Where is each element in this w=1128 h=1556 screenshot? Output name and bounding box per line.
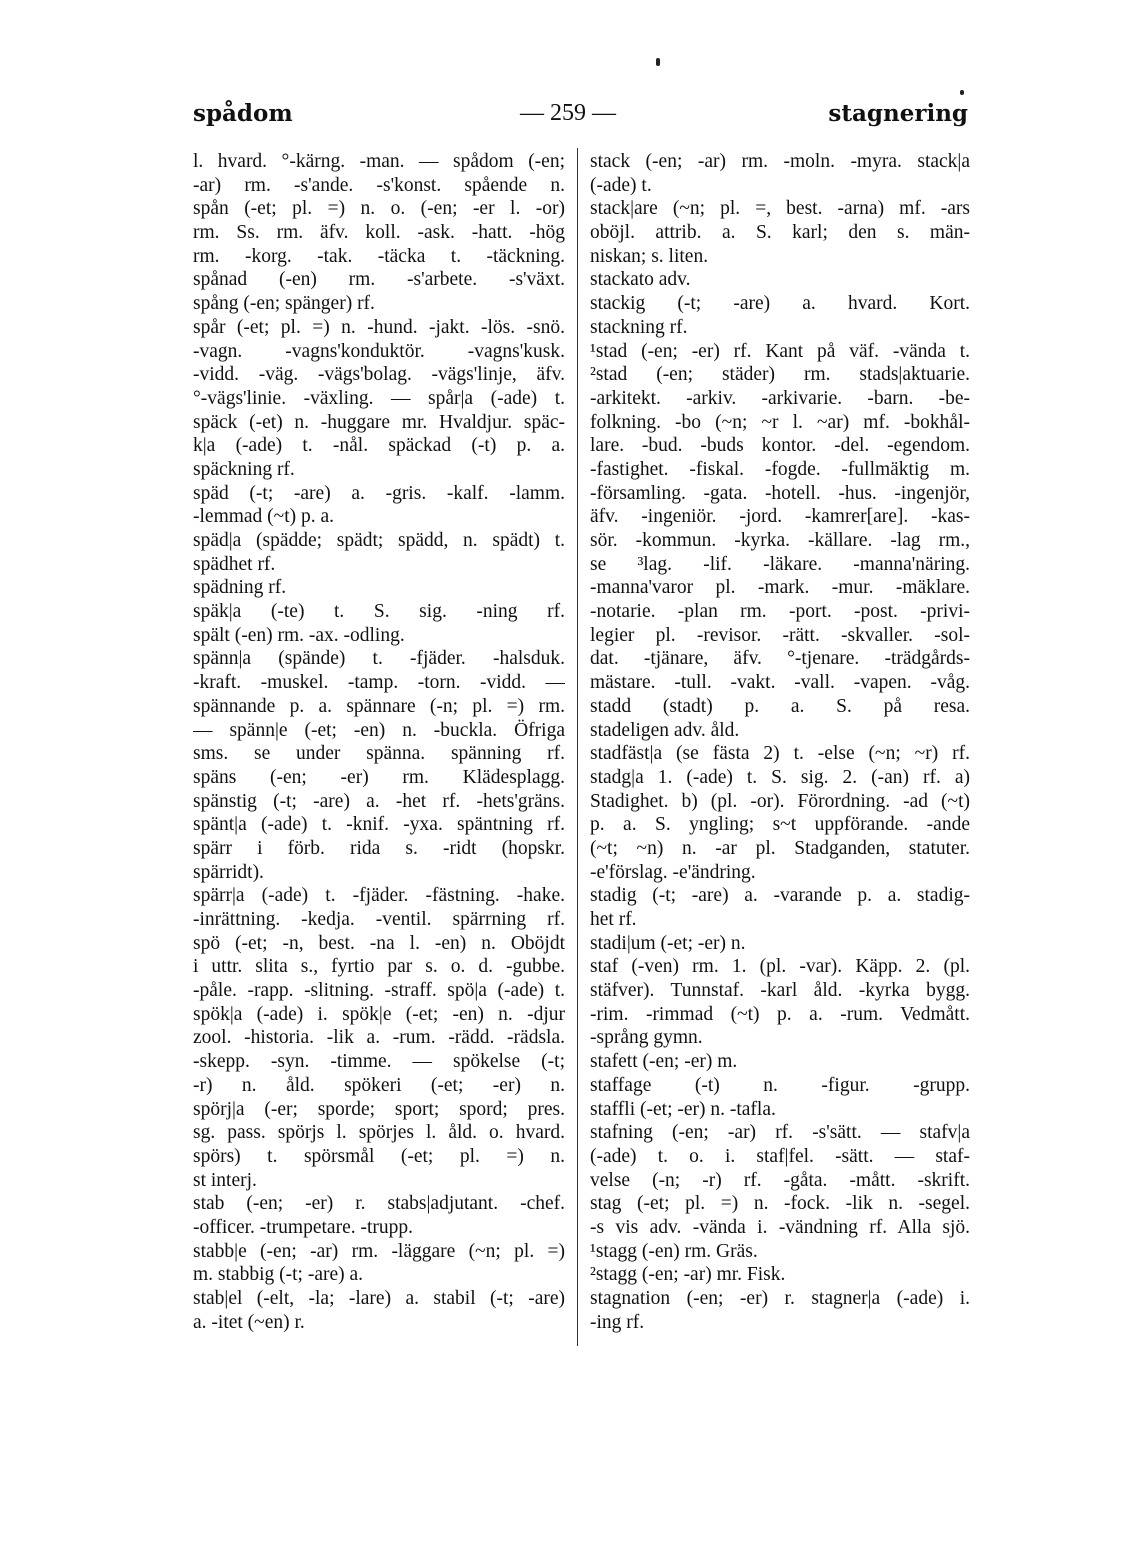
dictionary-line: ¹stagg (-en) rm. Gräs. (590, 1240, 758, 1262)
dictionary-line: k|a (-ade) t. -nål. späckad (-t) p. a. (193, 435, 565, 457)
dictionary-line: folkning. -bo (~n; ~r l. ~ar) mf. -bokhål- (590, 411, 970, 433)
dictionary-line: (-ade) t. (590, 174, 652, 196)
dictionary-line: -notarie. -plan rm. -port. -post. -privi- (590, 601, 970, 623)
dictionary-line: stackato adv. (590, 269, 691, 291)
dictionary-line: späckning rf. (193, 458, 295, 480)
print-speck (960, 90, 964, 95)
dictionary-line: stadig (-t; -are) a. -varande p. a. stadig- (590, 885, 970, 907)
dictionary-line: rm. -korg. -tak. -täcka t. -täckning. (193, 245, 565, 267)
dictionary-line: stag (-et; pl. =) n. -fock. -lik n. -segel. (590, 1193, 970, 1215)
dictionary-line: ²stad (-en; städer) rm. stads|aktuarie. (590, 364, 970, 386)
dictionary-line: spår (-et; pl. =) n. -hund. -jakt. -lös. -snö. (193, 316, 565, 338)
dictionary-line: sg. pass. spörjs l. spörjes l. åld. o. hvard. (193, 1122, 565, 1144)
dictionary-line: Stadighet. b) (pl. -or). Förordning. -ad (~t) (590, 790, 970, 812)
dictionary-line: spång (-en; spänger) rf. (193, 293, 375, 315)
dictionary-line: -påle. -rapp. -slitning. -straff. spö|a (-ade) t. (193, 980, 565, 1002)
dictionary-line: legier pl. -revisor. -rätt. -skvaller. -sol- (590, 624, 970, 646)
dictionary-line: stack (-en; -ar) rm. -moln. -myra. stack|a (590, 151, 970, 172)
dictionary-line: stafning (-en; -ar) rf. -s'sätt. — stafv|a (590, 1122, 970, 1144)
dictionary-line: stadd (stadt) p. a. S. på resa. (590, 695, 970, 717)
dictionary-line: niskan; s. liten. (590, 245, 709, 267)
dictionary-line: -kraft. -muskel. -tamp. -torn. -vidd. — (193, 672, 565, 694)
dictionary-line: het rf. (590, 909, 637, 930)
dictionary-line: spänt|a (-ade) t. -knif. -yxa. späntning rf. (193, 814, 565, 836)
dictionary-line: -lemmad (~t) p. a. (193, 506, 335, 528)
dictionary-line: p. a. S. yngling; s~t uppförande. -ande (590, 814, 970, 836)
dictionary-line: ²stagg (-en; -ar) mr. Fisk. (590, 1264, 786, 1286)
print-speck (656, 58, 660, 66)
dictionary-line: spök|a (-ade) i. spök|e (-et; -en) n. -djur (193, 1003, 565, 1025)
header-right-guideword: stagnering (828, 100, 968, 127)
dictionary-line: stack|are (~n; pl. =, best. -arna) mf. -ars (590, 198, 970, 220)
dictionary-line: dat. -tjänare, äfv. °-tjenare. -trädgårds- (590, 648, 970, 670)
dictionary-line: äfv. -ingeniör. -jord. -kamrer[are]. -kas- (590, 506, 970, 528)
dictionary-line: -r) n. åld. spökeri (-et; -er) n. (193, 1074, 565, 1096)
dictionary-line: spärr i förb. rida s. -ridt (hopskr. (193, 837, 565, 859)
dictionary-line: spädhet rf. (193, 553, 276, 575)
dictionary-line: rm. Ss. rm. äfv. koll. -ask. -hatt. -hög (193, 222, 565, 244)
dictionary-line: stackig (-t; -are) a. hvard. Kort. (590, 293, 970, 315)
dictionary-line: -vidd. -väg. -vägs'bolag. -vägs'linje, äfv. (193, 364, 565, 386)
dictionary-line: spänn|a (spände) t. -fjäder. -halsduk. (193, 648, 565, 670)
header-left-guideword: spådom (193, 100, 293, 127)
dictionary-line: stab (-en; -er) r. stabs|adjutant. -chef. (193, 1193, 565, 1215)
dictionary-line: -församling. -gata. -hotell. -hus. -ingenjör, (590, 482, 970, 504)
dictionary-line: m. stabbig (-t; -are) a. (193, 1264, 364, 1286)
dictionary-line: stadfäst|a (se fästa 2) t. -else (~n; ~r) rf. (590, 743, 970, 765)
dictionary-line: spännande p. a. spännare (-n; pl. =) rm. (193, 695, 565, 717)
dictionary-line: späck (-et) n. -huggare mr. Hvaldjur. späc- (193, 411, 565, 433)
dictionary-line: spärr|a (-ade) t. -fjäder. -fästning. -hake. (193, 885, 565, 907)
dictionary-line: lare. -bud. -buds kontor. -del. -egendom. (590, 435, 970, 457)
dictionary-line: stab|el (-elt, -la; -lare) a. stabil (-t; -are) (193, 1288, 565, 1309)
dictionary-line: st interj. (193, 1169, 257, 1191)
dictionary-line: -e'förslag. -e'ändring. (590, 861, 756, 883)
dictionary-line: -manna'varor pl. -mark. -mur. -mäklare. (590, 577, 970, 599)
right-column (590, 150, 970, 1334)
dictionary-line: -s vis adv. -vända i. -vändning rf. Alla sjö. (590, 1216, 970, 1238)
dictionary-line: oböjl. attrib. a. S. karl; den s. män- (590, 222, 970, 244)
dictionary-line: i uttr. slita s., fyrtio par s. o. d. -gubbe. (193, 956, 565, 978)
column-divider (577, 148, 578, 1346)
dictionary-line: -fastighet. -fiskal. -fogde. -fullmäktig m. (590, 458, 970, 480)
dictionary-line: mästare. -tull. -vakt. -vall. -vapen. -våg. (590, 672, 970, 694)
dictionary-line: — spänn|e (-et; -en) n. -buckla. Öfriga (193, 719, 565, 741)
dictionary-line: -ing rf. (590, 1311, 645, 1333)
dictionary-line: stadi|um (-et; -er) n. (590, 932, 746, 954)
dictionary-line: späns (-en; -er) rm. Klädesplagg. (193, 766, 565, 788)
page-number: — 259 — (520, 100, 616, 126)
dictionary-line: -officer. -trumpetare. -trupp. (193, 1216, 414, 1238)
dictionary-line: stagnation (-en; -er) r. stagner|a (-ade) i. (590, 1288, 970, 1309)
dictionary-line: (~t; ~n) n. -ar pl. Stadganden, statuter. (590, 837, 970, 859)
dictionary-line: °-vägs'linie. -växling. — spår|a (-ade) t. (193, 387, 565, 409)
dictionary-line: se ³lag. -lif. -läkare. -manna'näring. (590, 553, 970, 575)
dictionary-line: staffli (-et; -er) n. -tafla. (590, 1098, 776, 1120)
dictionary-line: stackning rf. (590, 316, 688, 338)
dictionary-line: späd (-t; -are) a. -gris. -kalf. -lamm. (193, 482, 565, 504)
dictionary-line: stabb|e (-en; -ar) rm. -läggare (~n; pl. =) (193, 1240, 565, 1262)
dictionary-line: spån (-et; pl. =) n. o. (-en; -er l. -or) (193, 198, 565, 220)
dictionary-line: stafett (-en; -er) m. (590, 1051, 738, 1073)
dictionary-line: -vagn. -vagns'konduktör. -vagns'kusk. (193, 340, 565, 362)
dictionary-line: -arkitekt. -arkiv. -arkivarie. -barn. -be- (590, 387, 970, 409)
dictionary-line: stadg|a 1. (-ade) t. S. sig. 2. (-an) rf. a) (590, 766, 970, 788)
dictionary-line: staf (-ven) rm. 1. (pl. -var). Käpp. 2. (pl. (590, 956, 970, 978)
dictionary-line: stadeligen adv. åld. (590, 719, 740, 741)
dictionary-line: spörs) t. spörsmål (-et; pl. =) n. (193, 1145, 565, 1167)
left-column (193, 150, 565, 1334)
dictionary-line: stäfver). Tunnstaf. -karl åld. -kyrka bygg. (590, 980, 970, 1002)
dictionary-line: spånad (-en) rm. -s'arbete. -s'växt. (193, 269, 565, 291)
dictionary-line: sms. se under spänna. spänning rf. (193, 743, 565, 765)
dictionary-line: sör. -kommun. -kyrka. -källare. -lag rm., (590, 530, 970, 551)
dictionary-line: zool. -historia. -lik a. -rum. -rädd. -rädsla. (193, 1027, 565, 1049)
dictionary-line: -rim. -rimmad (~t) p. a. -rum. Vedmått. (590, 1003, 970, 1025)
dictionary-line: -inrättning. -kedja. -ventil. spärrning rf. (193, 909, 565, 930)
dictionary-line: -ar) rm. -s'ande. -s'konst. spående n. (193, 174, 565, 196)
dictionary-line: -språng gymn. (590, 1027, 703, 1049)
dictionary-line: spärridt). (193, 861, 264, 883)
dictionary-line: staffage (-t) n. -figur. -grupp. (590, 1074, 970, 1096)
dictionary-line: spörj|a (-er; sporde; sport; spord; pres. (193, 1098, 565, 1120)
dictionary-line: velse (-n; -r) rf. -gåta. -mått. -skrift. (590, 1169, 970, 1191)
dictionary-line: a. -itet (~en) r. (193, 1311, 305, 1333)
dictionary-line: späd|a (spädde; spädt; spädd, n. spädt) t. (193, 530, 565, 551)
dictionary-line: späk|a (-te) t. S. sig. -ning rf. (193, 601, 565, 623)
dictionary-line: spält (-en) rm. -ax. -odling. (193, 624, 405, 646)
dictionary-line: l. hvard. °-kärng. -man. — spådom (-en; (193, 151, 565, 172)
dictionary-line: ¹stad (-en; -er) rf. Kant på väf. -vända t. (590, 340, 970, 362)
dictionary-line: spänstig (-t; -are) a. -het rf. -hets'gräns. (193, 790, 565, 812)
dictionary-line: spö (-et; -n, best. -na l. -en) n. Oböjdt (193, 932, 565, 954)
dictionary-line: spädning rf. (193, 577, 287, 599)
dictionary-line: -skepp. -syn. -timme. — spökelse (-t; (193, 1051, 565, 1073)
dictionary-line: (-ade) t. o. i. staf|fel. -sätt. — staf- (590, 1145, 970, 1167)
